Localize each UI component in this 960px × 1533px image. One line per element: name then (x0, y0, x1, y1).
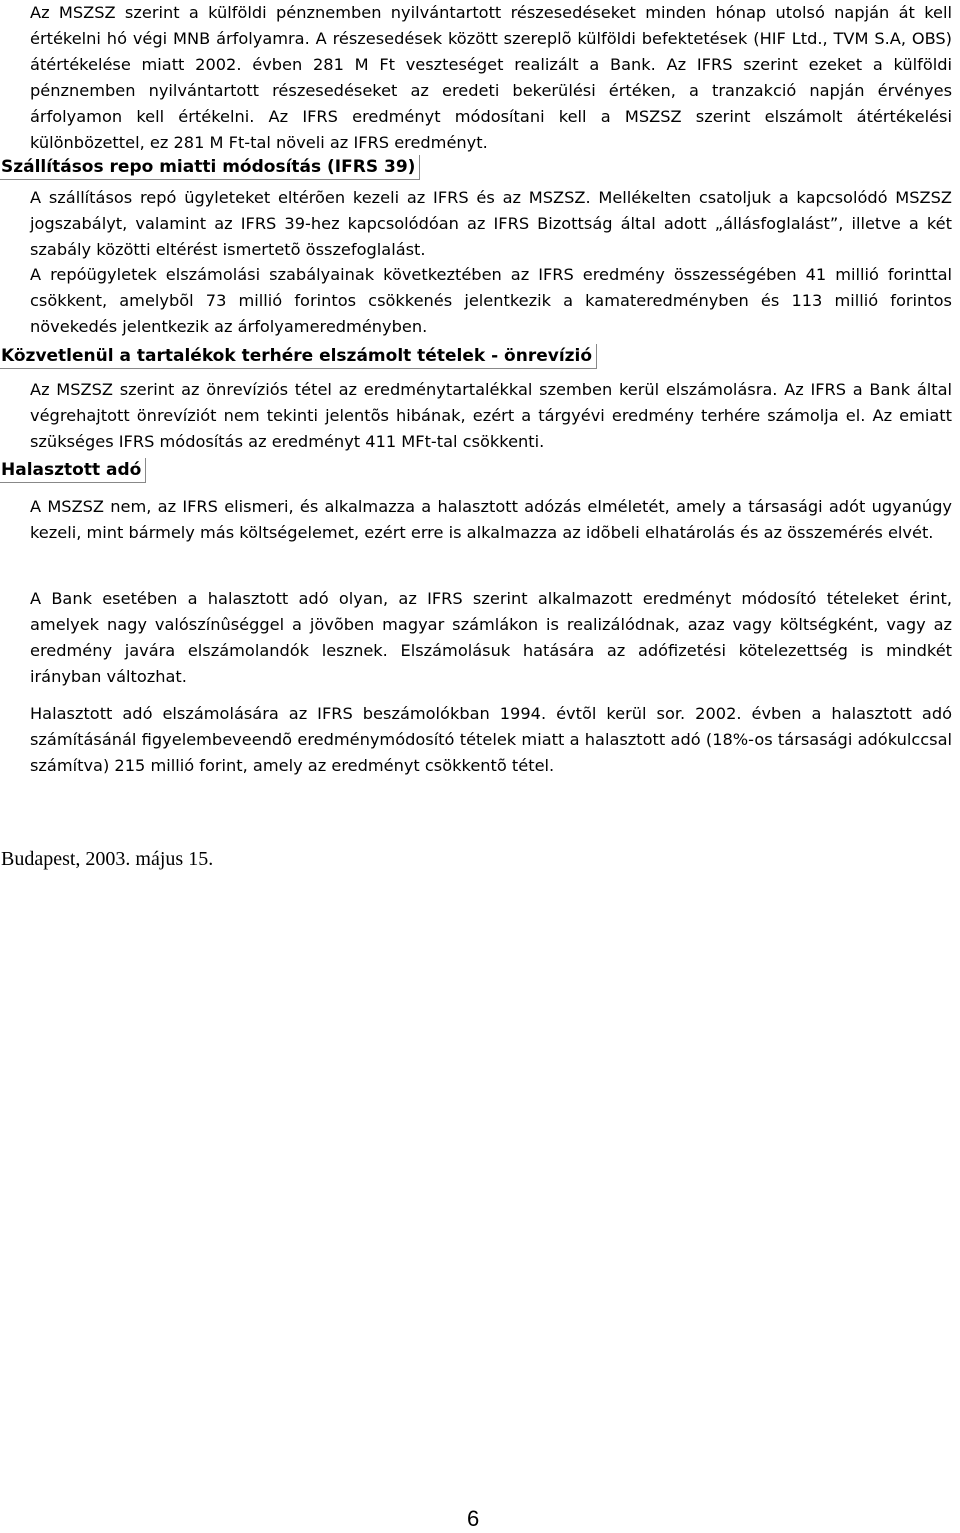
section-heading-repo: Szállításos repo miatti módosítás (IFRS 39) (0, 155, 420, 180)
halasztott-ado-paragraph-2: A Bank esetében a halasztott adó olyan, az IFRS szerint alkalmazott eredményt módosító tételeket érint, amelyek nagy valószínûséggel a jövõben magyar számlákon is realizálódnak, azaz vagy költségként, vagy az eredmény javára elszámolandók lesznek. Elszámolásuk hatására az adófizetési kötelezettség is mindkét irányban változhat. (30, 589, 952, 686)
halasztott-ado-paragraph-3: Halasztott adó elszámolására az IFRS beszámolókban 1994. évtõl kerül sor. 2002. évben a halasztott adó számításánál figyelembeveendõ eredménymódosító tételek miatt a halasztott adó (18%-os társasági adókulccsal számítva) 215 millió forint, amely az eredményt csökkentõ tétel. (30, 704, 952, 775)
intro-paragraph: Az MSZSZ szerint a külföldi pénznemben nyilvántartott részesedéseket minden hónap utolsó napján át kell értékelni hó végi MNB árfolyamra. A részesedések között szereplõ külföldi befektetések (HIF Ltd., TVM S.A, OBS) átértékelése miatt 2002. évben 281 M Ft veszteséget realizált a Bank. Az IFRS szerint ezeket a külföldi pénznemben nyilvántartott részesedéseket az eredeti bekerülési értéken, a tranzakció napján érvényes árfolyamon kell értékelni. Az IFRS eredményt módosítani kell a MSZSZ szerint elszámolt átértékelési különbözettel, ez 281 M Ft-tal növeli az IFRS eredményt. (30, 3, 952, 152)
section-heading-halasztott-ado: Halasztott adó (0, 458, 146, 483)
halasztott-ado-paragraph-1: A MSZSZ nem, az IFRS elismeri, és alkalmazza a halasztott adózás elméletét, amely a társasági adót ugyanúgy kezeli, mint bármely más költségelemet, ezért erre is alkalmazza az idõbeli elhatárolás és az összemérés elvét. (30, 497, 952, 542)
repo-paragraph-2: A repóügyletek elszámolási szabályainak következtében az IFRS eredmény összességében 41 millió forinttal csökkent, amelybõl 73 millió forintos csökkenés jelentkezik a kamateredményben és 113 millió forintos növekedés jelentkezik az árfolyameredményben. (30, 265, 952, 336)
place-date: Budapest, 2003. május 15. (1, 848, 214, 870)
repo-paragraph-1: A szállításos repó ügyleteket eltérõen kezeli az IFRS és az MSZSZ. Mellékelten csatoljuk a kapcsolódó MSZSZ jogszabályt, valamint az IFRS 39-hez kapcsolódóan az IFRS Bizottság által adott „állásfoglalást”, illetve a két szabály közötti eltérést ismertetõ összefoglalást. (30, 188, 952, 259)
page-number: 6 (467, 1506, 480, 1531)
onrevizio-paragraph: Az MSZSZ szerint az önrevíziós tétel az eredménytartalékkal szemben kerül elszámolásra. Az IFRS a Bank által végrehajtott önrevíziót nem tekinti jelentõs hibának, ezért a tárgyévi eredmény terhére számolja el. Az emiatt szükséges IFRS módosítás az eredményt 411 MFt-tal csökkenti. (30, 380, 952, 451)
section-heading-onrevizio: Közvetlenül a tartalékok terhére elszámolt tételek - önrevízió (0, 344, 597, 369)
